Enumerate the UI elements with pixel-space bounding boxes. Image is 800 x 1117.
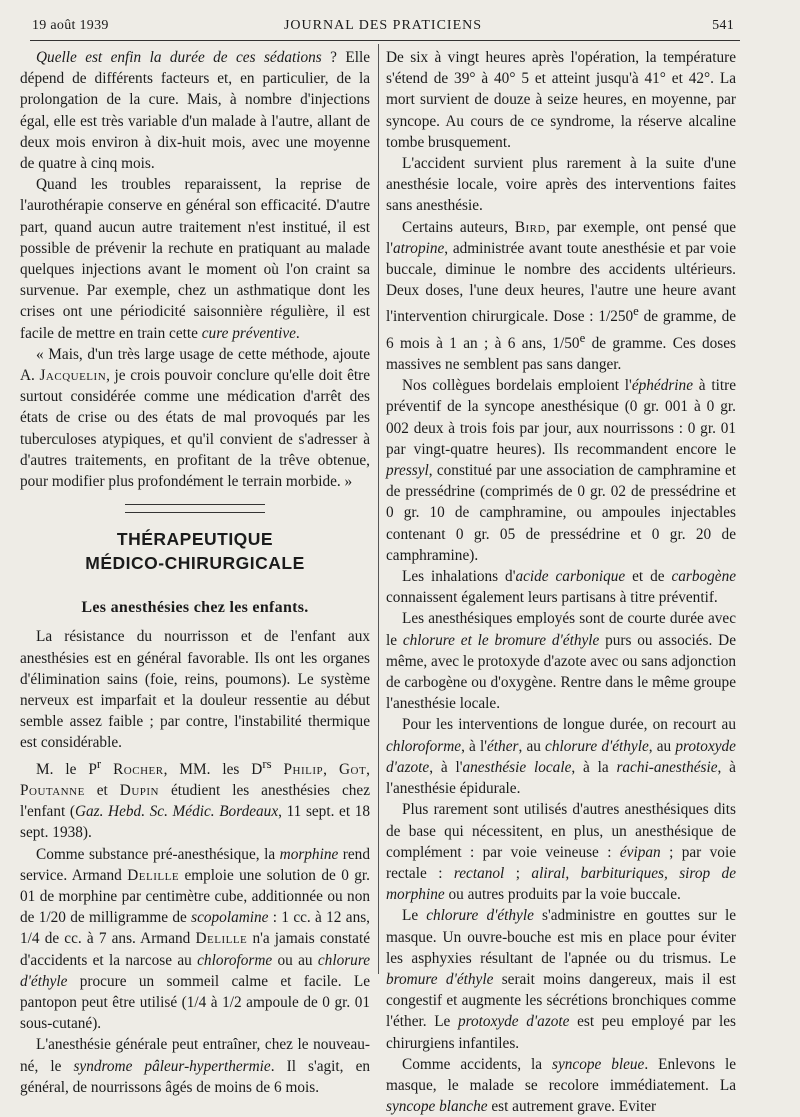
paragraph: De six à vingt heures après l'opération, la température s'étend de 39° à 40° 5 et atteint jusqu'à 41° et 42°. La mort survient de douze à seize heures, en moyenne, par syncope. Au cours de ce syndrome, la réserve alcaline tombe brusquement.: [386, 49, 736, 151]
paragraph: M. le $P^r$ Rocher, MM. les $D^{rs}$ Philip, Got, Poutanne et Dupin étudient les anesthésies chez l'enfant (Gaz. Hebd. Sc. Médic. Bordeaux, 11 sept. et 18 sept. 1938).: [20, 756, 370, 842]
paragraph: Quelle est enfin la durée de ces sédations ? Elle dépend de différents facteurs et, en particulier, de la prolongation de la cure. Mais, à nombre d'injections égal, elle est très variable d'un malade à l'autre, allant de deux mois environ à dix-huit mois, avec une moyenne de quatre à cinq mois.: [20, 49, 371, 173]
paragraph: Les anesthésiques employés sont de courte durée avec le chlorure et le bromure d'éthyle purs ou associés. De même, avec le protoxyde d'azote avec ou sans adjonction de carbogène ou d'oxygène. Rentre dans le même groupe l'anesthésie locale.: [386, 610, 736, 713]
paragraph: La résistance du nourrisson et de l'enfant aux anesthésies est en général favorable. Ils ont les organes d'élimination sains (foie, reins, poumons). Le système nerveux est imparfait et la douleur ressentie au début semble assez faible ; par contre, l'instabilité thermique est considérable.: [20, 628, 370, 752]
paragraph: Nos collègues bordelais emploient l'éphédrine à titre préventif de la syncope anesthésique (0 gr. 001 à 0 gr. 002 deux à trois fois par jour, aux nourrissons : 0 gr. 01 par vingt-quatre heures). Ils recommandent encore le pressyl, constitué par une association de camphramine et de pressédrine (comprimés de 0 gr. 02 de pressédrine et 0 gr. 10 de camphramine, ou ampoules injectables contenant 0 gr. 05 de pressédrine et 0 gr. 20 de camphramine).: [386, 377, 736, 564]
paragraph: Certains auteurs, Bird, par exemple, ont pensé que l'atropine, administrée avant toute anesthésie et par voie buccale, diminue le nombre des accidents ultérieurs. Deux doses, l'une deux heures, l'autre une heure avant l'intervention chirurgicale. Dose : 1/250e de gramme, de 6 mois à 1 an ; à 6 ans, 1/50e de gramme. Ces doses massives ne semblent pas sans danger.: [386, 218, 737, 374]
header-date: 19 août 1939: [32, 18, 109, 33]
paragraph: L'anesthésie générale peut entraîner, chez le nouveau-né, le syndrome pâleur-hyperthermie. Il s'agit, en général, de nourrissons âgés de moins de 6 mois.: [20, 1036, 371, 1096]
header-journal-title: JOURNAL DES PRATICIENS: [283, 18, 483, 33]
page-number: 541: [712, 18, 734, 33]
paragraph: L'accident survient plus rarement à la suite d'une anesthésie locale, voire après des interventions faites sans anesthésie.: [386, 155, 736, 215]
running-header: [32, 18, 734, 38]
paragraph: Les inhalations d'acide carbonique et de carbogène connaissent également leurs partisans à titre préventif.: [386, 568, 737, 607]
right-column: [386, 47, 736, 1117]
paragraph: Le chlorure d'éthyle s'administre en gouttes sur le masque. Un ouvre-bouche est mis en place pour éviter les asphyxies résultant de l'apnée ou du trismus. Le bromure d'éthyle serait moins dangereux, mais il est congestif et augmente les sécrétions bronchiques comme l'éther. Le protoxyde d'azote est peu employé par les chirurgiens infantiles.: [386, 907, 737, 1052]
header-rule: [30, 40, 740, 41]
paragraph: Plus rarement sont utilisés d'autres anesthésiques dits de base qui nécessitent, en plus, un anesthésique de complément : par voie veineuse : évipan ; par voie rectale : rectanol ; aliral, barbituriques, sirop de morphine ou autres produits par la voie buccale.: [386, 801, 736, 904]
author-name: Jacquelin: [39, 367, 107, 385]
paragraph: Pour les interventions de longue durée, on recourt au chloroforme, à l'éther, au chlorure d'éthyle, au protoxyde d'azote, à l'anesthésie locale, à la rachi-anesthésie, à l'anesthésie épidurale.: [386, 716, 736, 798]
paragraph: « Mais, d'un très large usage de cette méthode, ajoute A. Jacquelin, je crois pouvoir conclure qu'elle doit être surtout considérée comme une médication d'arrêt des états de crise ou des états de mal provoqués par les tuberculoses atypiques, et qu'il convient de s'adresser à d'autres traitements, en profitant de la trêve obtenue, pour modifier plus profondément le terrain morbide. »: [20, 345, 370, 491]
paragraph: Comme substance pré-anesthésique, la morphine rend service. Armand Delille emploie une solution de 0 gr. 01 de morphine par centimètre cube, additionnée ou non de 1/20 de milligramme de scopolamine : 1 cc. à 12 ans, 1/4 de cc. à 7 ans. Armand Delille n'a jamais constaté d'accidents et la narcose au chloroforme ou au chlorure d'éthyle procure un sommeil calme et facile. Le pantopon peut être utilisé (1/4 à 1/2 ampoule de 0 gr. 01 sous-cutané).: [20, 845, 371, 1033]
article-title: Les anesthésies chez les enfants.: [81, 599, 309, 617]
section-title: THÉRAPEUTIQUE MÉDICO-CHIRURGICALE: [85, 529, 305, 574]
left-column: [20, 47, 370, 1098]
paragraph: Comme accidents, la syncope bleue. Enlevons le masque, le malade se recolore immédiatement. La syncope blanche est autrement grave. Eviter: [386, 1055, 736, 1116]
section-separator: [125, 504, 265, 513]
paragraph: Quand les troubles reparaissent, la reprise de l'aurothérapie conserve en général son efficacité. D'autre part, quand aucun autre traitement n'est institué, il est possible de prévenir la rechute en pratiquant au malade quelques injections avant le moment où l'on craint sa survenue. Par exemple, chez un asthmatique dont les crises ont une périodicité saisonnière régulière, il est facile de mettre en train cette cure préventive.: [20, 176, 370, 342]
column-rule: [378, 44, 379, 974]
